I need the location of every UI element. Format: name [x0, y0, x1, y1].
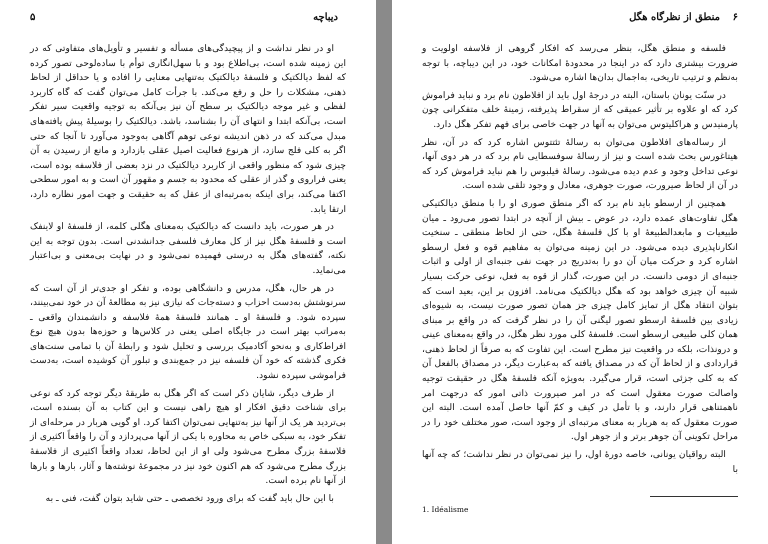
paragraph: در سنّت یونان باستان، البته در درجهٔ اول باید از افلاطون نام برد و نباید فراموش کرد که او علاوه بر تأثیر عمیقی که از سقراط پذیرفته، زمینهٔ خلف متفکرانی چون پارمنیدس و هراکلیتوس می‌توان به آنها در جهت خاصی برای فهم تفکر هگل دارد.	[422, 89, 738, 130]
paragraph: فلسفه و منطق هگل، بنظر می‌رسد که افکار گروهی از فلاسفه اولویت و ضرورت بیشتری دارد که در اینجا در محدودهٔ امکانات خود، در این دیباچه، با توجه به‌نظم و ترتیب تاریخی، به‌اجمال بدان‌ها اشاره می‌شود.	[422, 43, 738, 84]
page-header	[422, 11, 738, 25]
right-page	[392, 0, 768, 544]
paragraph: از طرف دیگر، شایان ذکر است که اگر هگل به طریقهٔ دیگر توجه کرد که نوعی برای شناخت دقیق افکار او هیچ راهی نیست و این کتاب به آن بسنده است، بی‌تردید هر یک از آنها نیز به‌تنهایی نمی‌توان اکتفا کرد. او گویی هربار در مرحله‌ای از تفکر خود، به سبکی خاص به محاوره با یکی از آنها می‌پردازد و آن را واقعاً اکثیری از فلاسفهٔ بزرگ مطرح می‌شود ولی او از این لحاظ، تعداد واقعاً اکثیری از فلاسفهٔ بزرگ مطرح می‌شود که هم اکنون خود نیز در مجموعهٔ نوشته‌ها و آثار، بارها و بارها از آنها نام برده است.	[30, 387, 346, 487]
page-body	[422, 42, 738, 480]
page-number: ۵	[30, 12, 36, 23]
paragraph: در هر حال، هگل، مدرس و دانشگاهی بوده، و تفکر او جدی‌تر از آن است که سرنوشتش به‌دست احزاب و دسته‌جات که نیازی نیز به مطالعهٔ آن در خود نمی‌بینند، سپرده شود. و فلسفهٔ او ـ همانند فلسفهٔ همهٔ فلاسفه و دانشمندان واقعی ـ به‌مراتب بهتر است در جایگاه اصلی یعنی در کلاس‌ها و حوزه‌ها بدون هیچ نوع افراط‌کاری و به‌نحو آکادمیک بررسی و تحلیل شود و رابطهٔ آن با تمامی سنت‌های فکری گذشته که خود آن فلسفه نیز در جمع‌بندی و تبلور آن کوشیده است، به‌دست فراموشی سپرده نشود.	[30, 282, 346, 382]
running-title: دیباچه	[313, 12, 338, 23]
footnote-divider	[650, 496, 738, 497]
page-body	[30, 42, 346, 509]
paragraph: در هر صورت، باید دانست که دیالکتیک به‌معنای هگلی کلمه، از فلسفهٔ او لاینفک است و فلسفهٔ هگل نیز از کل معارف فلسفی جدانشدنی است. بدون توجه به این نکته، گفته‌های هگل به درستی فهمیده نمی‌شود و در نهایت بی‌معنی و بی‌اعتبار می‌نماید.	[30, 221, 346, 276]
paragraph: او در نظر نداشت و از پیچیدگی‌های مسأله و تفسیر و تأویل‌های متفاوتی که در این زمینه شده است، بی‌اطلاع بود و با سهل‌انگاری توأم با ساده‌لوحی تصور کرده که لفظ دیالکتیک و فلسفهٔ دیالکتیک به‌تنهایی معنایی را افاده و یا حداقل از لحاظ ذهنی، مشکلات را حل و رفع می‌کند. با جرأت کامل می‌توان گفت که گاه کاربرد لفظی و غیر موجه دیالکتیک بر سطح آن نیز بی‌آنکه به توجیه واقعیت سیر تفکر است، بی‌آنکه ابتدا و انتهای آن را بشناسد، باشد. دیالکتیک را بوسیلهٔ پیش یافته‌های مبدل می‌کند که در ذهن اندیشه نوعی توهم آگاهی به‌وجود می‌آورد تا آنجا که حتی اگر به کلی فلج سازد، از هرنوع فعالیت اصیل عقلی بازدارد و مانع از رسیدن به آن چیزی شود که منظور واقعی از کاربرد دیالکتیک در نزد بعضی از فلاسفه بوده است، یعنی فراروی و گذر از عقلی که محدود به جسم و مقهور آن است و به امور سطحی اکتفا می‌کند، برای اینکه به‌مرتبه‌ای از عقل که به حقیقت و جهت امور نظاره دارد، ارتقا یابد.	[30, 43, 346, 215]
left-page	[0, 0, 376, 544]
running-title: منطق از نظرگاه هگل	[629, 12, 720, 23]
paragraph: البته رواقیان یونانی، خاصه دورهٔ اول، را نیز نمی‌توان در نظر نداشت؛ که چه آنها با	[422, 449, 738, 475]
paragraph: همچنین از ارسطو باید نام برد که اگر منطق صوری او را با منطق دیالکتیکی هگل تفاوت‌های عمده دارد، در عوض ـ بیش از آنچه در ابتدا تصور می‌رود ـ میان طبیعیات و مابعدالطبیعهٔ او با کل فلسفهٔ هگل، حتی از لحاظ منطقی ـ سنخیت انکارناپذیری دیده می‌شود. در این زمینه می‌توان به مفاهیم قوه و فعل ارسطو اشاره کرد و حرکت میان آن دو را به‌تدریج در جهت نفی جنبه‌ای از اولی و اثبات جنبه‌ای از دومی دانست. در این صورت، گذار از قوه به فعل، نوعی حرکت بسیار شبیه آن چیزی خواهد بود که هگل دیالکتیک می‌نامد. افزون بر این، بعید است که بتوان انتقاد هگل از تمایز کامل چیزی جز همان تصور صورت نیست، به شیوه‌ای زیادی بین فلسفهٔ ارسطو تصور لیگنی آن را در نظر گرفت که در واقع بر مبنای همان کلی طبیعی ارسطو است. فلسفهٔ کلی مورد نظر هگل، در واقع به‌معنای عینی و درونذات، بلکه در واقعیت نیز مطرح است. این تفاوت که به صرفاً از لحاظ ذهنی، قراردادی و از لحاظ آن که در مصداق یافته که به‌عبارت دیگر، در مصداق بالفعل آن که به کلی جزئی است، قرار می‌گیرد. به‌ویژه آنکه فلسفهٔ هگل در حقیقت توجیه واصالت صورت معقول است که در امر صیرورت ذاتی امور که درجهت امر ناهمتناهی قرار دارند، و با تأمل در کیف و کمّ آنها حاصل آمده است. البته این صورت معقول که به هربار به معنای مرتبه‌ای از وجود است، صور مختلف خود را در مراحل تکوینی آن جوهر برتر و از جوهر اول.	[422, 197, 738, 443]
paragraph: با این حال باید گفت که برای ورود تخصصی ـ حتی شاید بتوان گفت، فنی ـ به	[45, 492, 334, 504]
page-number: ۶	[732, 12, 738, 23]
footnote: 1. Idéalisme	[422, 505, 469, 514]
paragraph: از رساله‌های افلاطون می‌توان به رسالهٔ تئتتوس اشاره کرد که در آن، نظر هیتاغورس بحث شده است و نیز از رسالهٔ سوفسطایی نام برد که در هر دوی آنها، نوعی تداخل وجود و عدم دیده می‌شود. رسالهٔ فیلبوس را هم نباید فراموش کرد که در آن از لحاظ صیرورت، صورت جوهری، معادل و وجود تلقی شده است.	[422, 136, 738, 192]
page-header	[30, 11, 346, 25]
